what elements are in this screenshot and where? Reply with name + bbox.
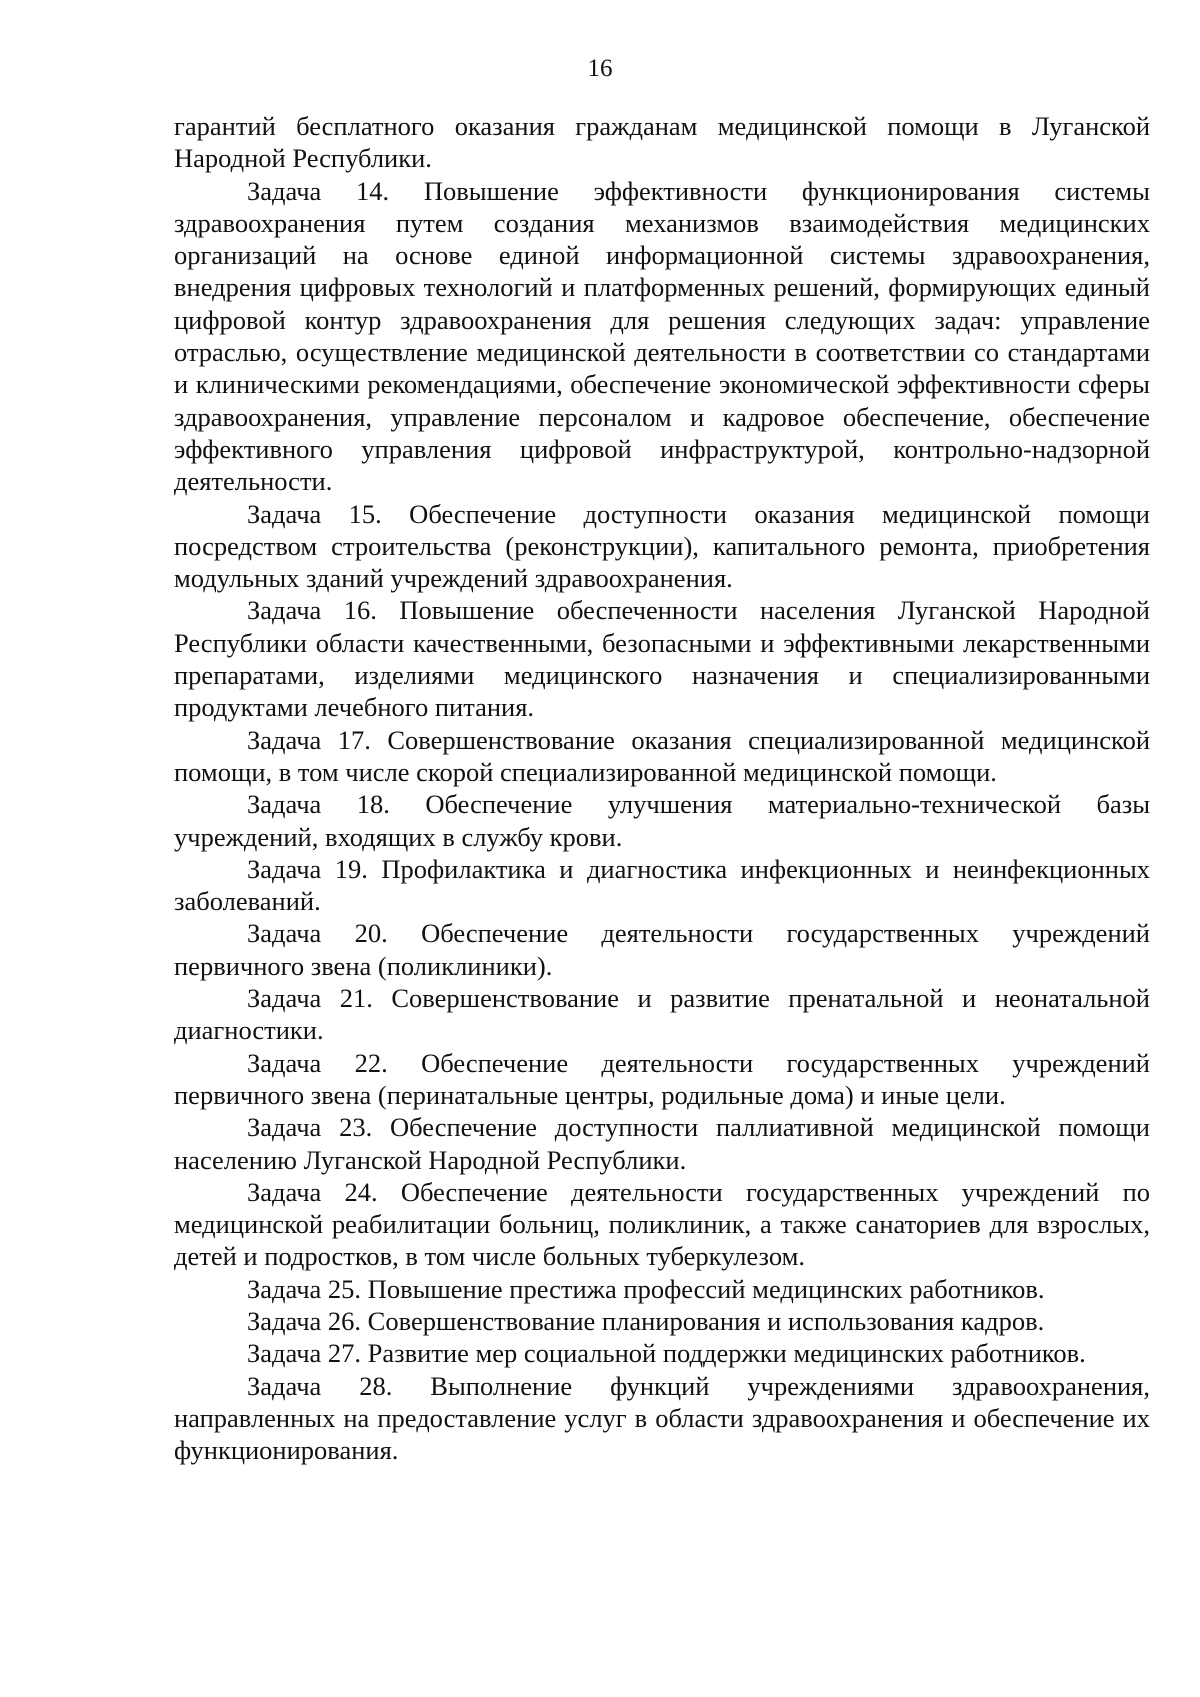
paragraph-task-14: Задача 14. Повышение эффективности функционирования системы здравоохранения путем создания механизмов взаимодействия медицинских организаций на основе единой информационной системы здравоохранения, внедрения цифровых технологий и платформенных решений, формирующих единый цифровой контур здравоохранения для решения следующих задач: управление отраслью, осуществление медицинской деятельности в соответствии со стандартами и клиническими рекомендациями, обеспечение экономической эффективности сферы здравоохранения, управление персоналом и кадровое обеспечение, обеспечение эффективного управления цифровой инфраструктурой, контрольно-надзорной деятельности. <box>174 175 1150 497</box>
paragraph-task-23: Задача 23. Обеспечение доступности паллиативной медицинской помощи населению Луганской Народной Республики. <box>174 1112 1150 1175</box>
paragraph-task-20: Задача 20. Обеспечение деятельности государственных учреждений первичного звена (поликлиники). <box>174 918 1150 981</box>
paragraph-task-15: Задача 15. Обеспечение доступности оказания медицинской помощи посредством строительства (реконструкции), капитального ремонта, приобретения модульных зданий учреждений здравоохранения. <box>174 498 1150 594</box>
paragraph-task-28: Задача 28. Выполнение функций учреждениями здравоохранения, направленных на предоставление услуг в области здравоохранения и обеспечение их функционирования. <box>174 1370 1150 1466</box>
paragraph-task-18: Задача 18. Обеспечение улучшения материально-технической базы учреждений, входящих в службу крови. <box>174 789 1150 852</box>
paragraph-task-16: Задача 16. Повышение обеспеченности населения Луганской Народной Республики области качественными, безопасными и эффективными лекарственными препаратами, изделиями медицинского назначения и специализированными продуктами лечебного питания. <box>174 595 1150 723</box>
document-body <box>174 110 1150 1466</box>
paragraph-task-27: Задача 27. Развитие мер социальной поддержки медицинских работников. <box>247 1338 1086 1369</box>
paragraph-task-17: Задача 17. Совершенствование оказания специализированной медицинской помощи, в том числе скорой специализированной медицинской помощи. <box>174 724 1150 787</box>
paragraph-task-25: Задача 25. Повышение престижа профессий медицинских работников. <box>247 1273 1045 1304</box>
paragraph-task-21: Задача 21. Совершенствование и развитие пренатальной и неонатальной диагностики. <box>174 983 1150 1046</box>
paragraph-task-26: Задача 26. Совершенствование планирования и использования кадров. <box>247 1305 1045 1336</box>
paragraph-task-24: Задача 24. Обеспечение деятельности государственных учреждений по медицинской реабилитации больниц, поликлиник, а также санаториев для взрослых, детей и подростков, в том числе больных туберкулезом. <box>174 1176 1150 1272</box>
paragraph-continuation: гарантий бесплатного оказания гражданам медицинской помощи в Луганской Народной Республики. <box>174 111 1150 174</box>
page-number: 16 <box>587 55 613 82</box>
paragraph-task-19: Задача 19. Профилактика и диагностика инфекционных и неинфекционных заболеваний. <box>174 853 1150 917</box>
paragraph-task-22: Задача 22. Обеспечение деятельности государственных учреждений первичного звена (перинатальные центры, родильные дома) и иные цели. <box>174 1047 1150 1110</box>
